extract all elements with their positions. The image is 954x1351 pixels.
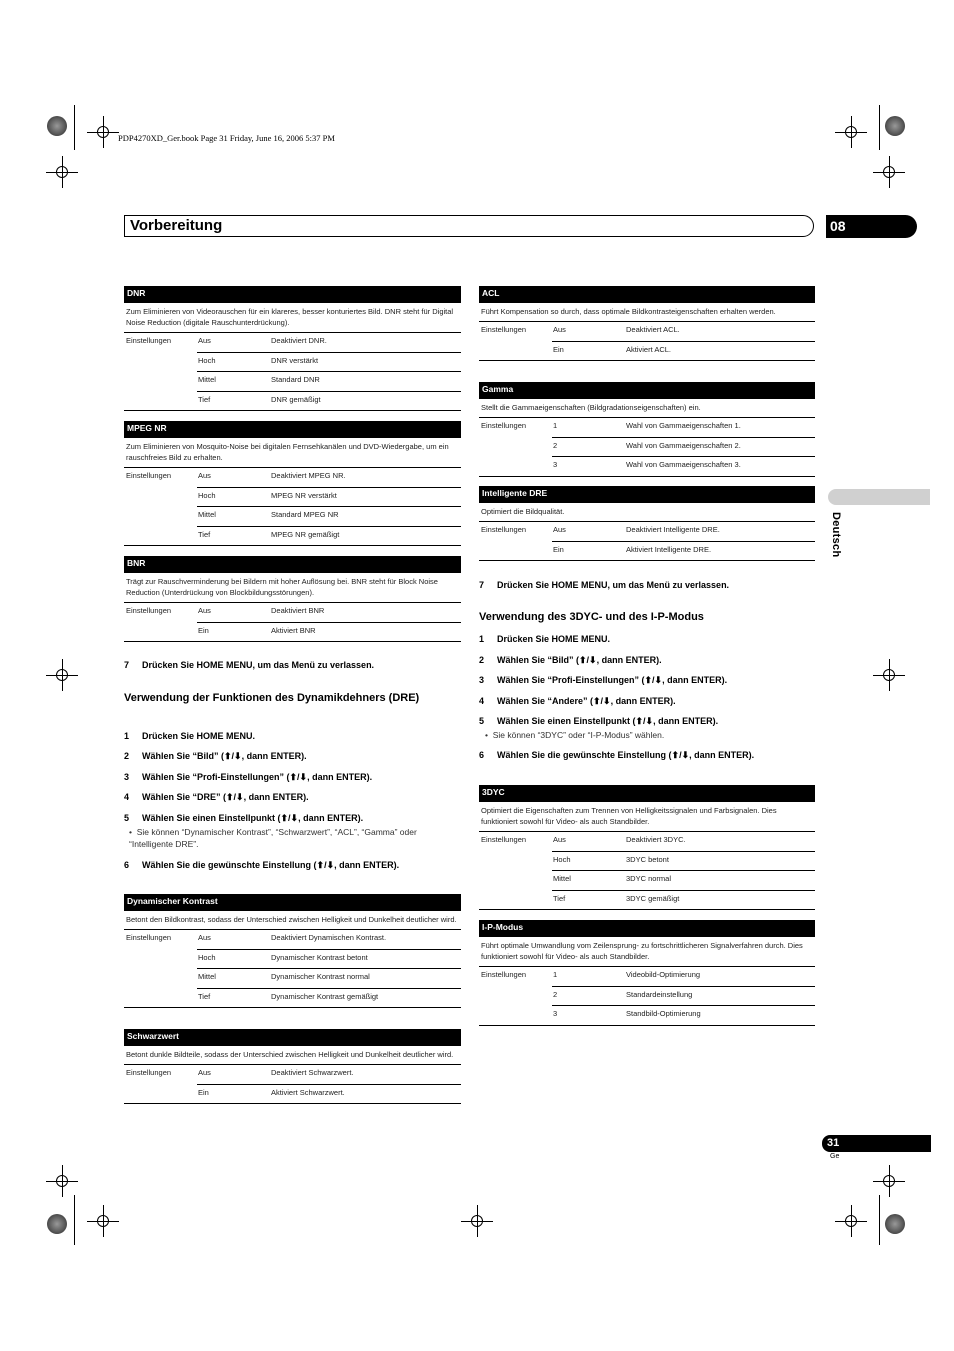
- table-row: Ein Aktiviert Intelligente DRE.: [479, 542, 815, 562]
- intelligent-dre-table: [479, 486, 815, 561]
- table-row: Tief MPEG NR gemäßigt: [124, 527, 461, 547]
- table-row: 2 Wahl von Gammaeigenschaften 2.: [479, 438, 815, 458]
- crosshair-icon: [835, 116, 867, 148]
- section-heading: Verwendung der Funktionen des Dynamikdehners (DRE): [124, 692, 420, 704]
- crosshair-icon: [873, 156, 905, 188]
- chapter-bar: [124, 215, 814, 237]
- language-tab: [828, 489, 930, 505]
- table-row: Einstellungen Aus Deaktiviert Dynamischen Kontrast.: [124, 930, 461, 950]
- chapter-number: 08: [826, 215, 917, 238]
- table-row: 3 Wahl von Gammaeigenschaften 3.: [479, 457, 815, 477]
- book-info-line: PDP4270XD_Ger.book Page 31 Friday, June 16, 2006 5:37 PM: [118, 133, 335, 143]
- table-row: Tief Dynamischer Kontrast gemäßigt: [124, 989, 461, 1009]
- section-heading: Verwendung des 3DYC- und des I-P-Modus: [479, 611, 704, 623]
- step: 3 Wählen Sie “Profi-Einstellungen” (⬆/⬇, dann ENTER).: [479, 675, 728, 685]
- trim-line: [74, 105, 75, 150]
- trim-line: [74, 1195, 75, 1245]
- dnr-table: [124, 286, 461, 411]
- table-title: MPEG NR: [124, 421, 461, 438]
- crosshair-icon: [873, 659, 905, 691]
- table-description: Optimiert die Bildqualität.: [479, 503, 815, 522]
- table-row: Einstellungen Aus Deaktiviert ACL.: [479, 322, 815, 342]
- crosshair-icon: [87, 116, 119, 148]
- step: 4 Wählen Sie “DRE” (⬆/⬇, dann ENTER).: [124, 792, 309, 802]
- table-row: Einstellungen Aus Deaktiviert DNR.: [124, 333, 461, 353]
- table-title: Intelligente DRE: [479, 486, 815, 503]
- step: 3 Wählen Sie “Profi-Einstellungen” (⬆/⬇, dann ENTER).: [124, 772, 373, 782]
- table-row: Einstellungen 1 Wahl von Gammaeigenschaften 1.: [479, 418, 815, 438]
- table-row: Ein Aktiviert ACL.: [479, 342, 815, 362]
- 3dyc-table: [479, 785, 815, 910]
- crosshair-icon: [87, 1205, 119, 1237]
- table-row: Einstellungen Aus Deaktiviert 3DYC.: [479, 832, 815, 852]
- table-title: Dynamischer Kontrast: [124, 894, 461, 911]
- table-description: Zum Eliminieren von Videorauschen für ein klareres, besser konturiertes Bild. DNR steht für Digital Noise Reduction (digitale Rauschunterdrückung).: [124, 303, 461, 333]
- crosshair-icon: [46, 659, 78, 691]
- language-code: Ge: [830, 1153, 840, 1160]
- bnr-table: [124, 556, 461, 642]
- trim-line: [879, 1195, 880, 1245]
- dynamic-contrast-table: [124, 894, 461, 1008]
- language-label: Deutsch: [830, 512, 842, 558]
- table-row: Tief 3DYC gemäßigt: [479, 891, 815, 911]
- table-description: Optimiert die Eigenschaften zum Trennen von Helligkeitssignalen und Farbsignalen. Dies funktioniert sowohl für Video- als auch Standbilder.: [479, 802, 815, 832]
- table-row: Hoch 3DYC betont: [479, 852, 815, 872]
- table-description: Führt optimale Umwandlung vom Zeilensprung- zu fortschrittlicheren Signalverfahren durch. Dies funktioniert sowohl für Video- als auch Standbilder.: [479, 937, 815, 967]
- step: 1 Drücken Sie HOME MENU.: [479, 634, 611, 644]
- chapter-title: Vorbereitung: [130, 217, 223, 234]
- table-row: 2 Standardeinstellung: [479, 987, 815, 1007]
- acl-table: [479, 286, 815, 361]
- table-description: Führt Kompensation so durch, dass optimale Bildkontrasteigenschaften erhalten werden.: [479, 303, 815, 322]
- table-description: Stellt die Gammaeigenschaften (Bildgradationseigenschaften) ein.: [479, 399, 815, 418]
- bullet-note: • Sie können “3DYC” oder “I-P-Modus” wählen.: [485, 730, 665, 740]
- table-title: Schwarzwert: [124, 1029, 461, 1046]
- table-title: BNR: [124, 556, 461, 573]
- table-row: Einstellungen Aus Deaktiviert MPEG NR.: [124, 468, 461, 488]
- step: 5 Wählen Sie einen Einstellpunkt (⬆/⬇, dann ENTER).: [124, 813, 364, 823]
- trim-line: [879, 105, 880, 150]
- table-row: Einstellungen Aus Deaktiviert Schwarzwert.: [124, 1065, 461, 1085]
- black-level-table: [124, 1029, 461, 1104]
- table-row: Mittel Standard MPEG NR: [124, 507, 461, 527]
- table-row: Hoch Dynamischer Kontrast betont: [124, 950, 461, 970]
- table-row: Mittel Standard DNR: [124, 372, 461, 392]
- table-title: ACL: [479, 286, 815, 303]
- table-title: DNR: [124, 286, 461, 303]
- step: 7 Drücken Sie HOME MENU, um das Menü zu verlassen.: [124, 660, 375, 670]
- crosshair-icon: [873, 1165, 905, 1197]
- table-row: Einstellungen 1 Videobild-Optimierung: [479, 967, 815, 987]
- step: 4 Wählen Sie “Andere” (⬆/⬇, dann ENTER).: [479, 696, 676, 706]
- table-row: Ein Aktiviert Schwarzwert.: [124, 1085, 461, 1105]
- table-row: Mittel 3DYC normal: [479, 871, 815, 891]
- table-row: Einstellungen Aus Deaktiviert Intelligente DRE.: [479, 522, 815, 542]
- table-row: Tief DNR gemäßigt: [124, 392, 461, 412]
- table-description: Zum Eliminieren von Mosquito-Noise bei digitalen Fernsehkanälen und DVD-Wiedergabe, um ein rauschfreies Bild zu erhalten.: [124, 438, 461, 468]
- table-row: Hoch DNR verstärkt: [124, 353, 461, 373]
- registration-dot-icon: [47, 116, 67, 136]
- crosshair-icon: [46, 156, 78, 188]
- table-description: Trägt zur Rauschverminderung bei Bildern mit hoher Auflösung bei. BNR steht für Block Noise Reduction (Unterdrückung von Blockbildungsstörungen).: [124, 573, 461, 603]
- step: 5 Wählen Sie einen Einstellpunkt (⬆/⬇, dann ENTER).: [479, 716, 719, 726]
- step: 7 Drücken Sie HOME MENU, um das Menü zu verlassen.: [479, 580, 730, 590]
- crosshair-icon: [835, 1205, 867, 1237]
- ip-mode-table: [479, 920, 815, 1026]
- step: 2 Wählen Sie “Bild” (⬆/⬇, dann ENTER).: [124, 751, 307, 761]
- step: 6 Wählen Sie die gewünschte Einstellung (⬆/⬇, dann ENTER).: [124, 860, 400, 870]
- crosshair-icon: [461, 1205, 493, 1237]
- mpeg-nr-table: [124, 421, 461, 546]
- table-row: Ein Aktiviert BNR: [124, 623, 461, 643]
- table-title: I-P-Modus: [479, 920, 815, 937]
- table-description: Betont den Bildkontrast, sodass der Unterschied zwischen Helligkeit und Dunkelheit deutlicher wird.: [124, 911, 461, 930]
- step: 1 Drücken Sie HOME MENU.: [124, 731, 256, 741]
- page-number: 31: [822, 1135, 931, 1152]
- bullet-note: • Sie können “Dynamischer Kontrast”, “Schwarzwert”, “ACL”, “Gamma” oder “Intelligente DRE”.: [129, 827, 417, 849]
- table-title: 3DYC: [479, 785, 815, 802]
- registration-dot-icon: [885, 116, 905, 136]
- step: 2 Wählen Sie “Bild” (⬆/⬇, dann ENTER).: [479, 655, 662, 665]
- table-description: Betont dunkle Bildteile, sodass der Unterschied zwischen Helligkeit und Dunkelheit deutlicher wird.: [124, 1046, 461, 1065]
- table-title: Gamma: [479, 382, 815, 399]
- crosshair-icon: [46, 1165, 78, 1197]
- registration-dot-icon: [885, 1214, 905, 1234]
- gamma-table: [479, 382, 815, 477]
- table-row: Hoch MPEG NR verstärkt: [124, 488, 461, 508]
- step: 6 Wählen Sie die gewünschte Einstellung (⬆/⬇, dann ENTER).: [479, 750, 755, 760]
- table-row: Mittel Dynamischer Kontrast normal: [124, 969, 461, 989]
- table-row: 3 Standbild-Optimierung: [479, 1006, 815, 1026]
- table-row: Einstellungen Aus Deaktiviert BNR: [124, 603, 461, 623]
- registration-dot-icon: [47, 1214, 67, 1234]
